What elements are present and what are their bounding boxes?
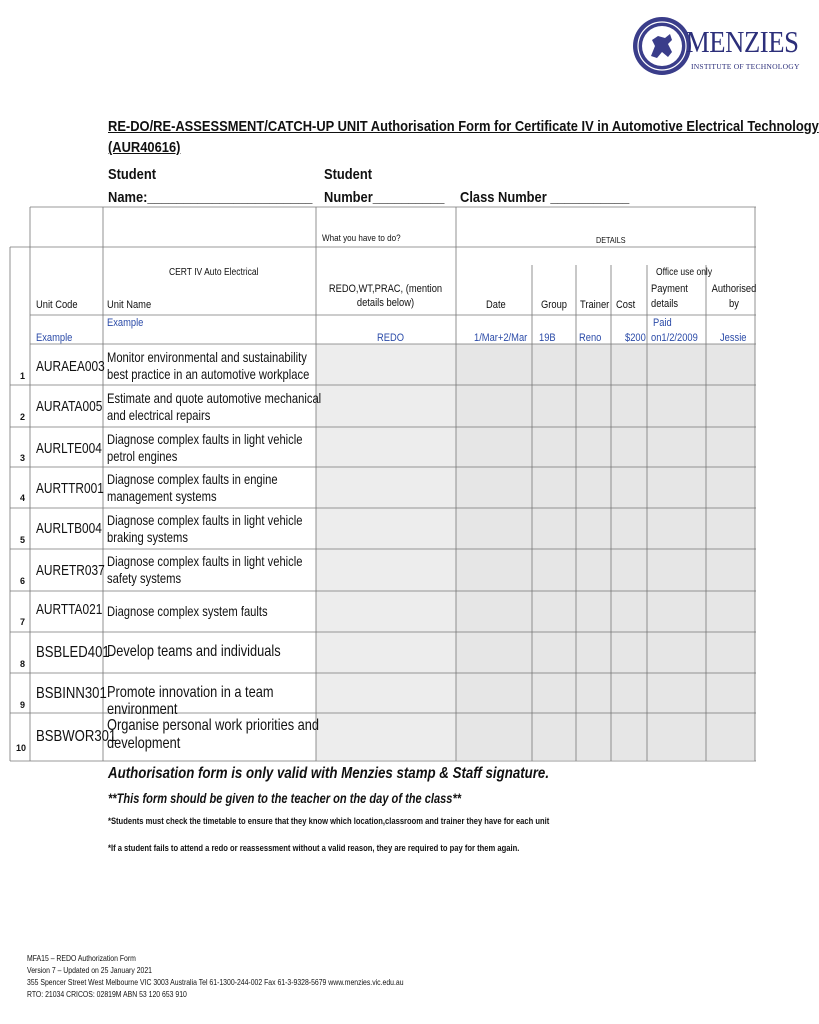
col-date: Date <box>486 299 506 311</box>
example-unit-code: Example <box>36 332 73 344</box>
class-number-field[interactable]: Class Number ___________ <box>460 189 630 206</box>
unit-code: BSBINN301 <box>36 685 107 702</box>
unit-code: BSBWOR301 <box>36 728 117 745</box>
row-number: 2 <box>20 412 26 422</box>
student-number-field[interactable]: Number__________ <box>324 189 445 206</box>
col-unit-name: Unit Name <box>107 299 152 311</box>
shaded-cells <box>316 344 755 760</box>
unit-code: BSBLED401 <box>36 644 110 661</box>
col-unit-code: Unit Code <box>36 299 78 311</box>
given-note: **This form should be given to the teacher on the day of the class** <box>108 791 462 806</box>
row-number: 1 <box>20 371 26 381</box>
unit-code: AURTTR001 <box>36 481 104 497</box>
example-trainer: Reno <box>579 332 602 344</box>
example-date: 1/Mar+2/Mar <box>474 332 528 344</box>
col-trainer: Trainer <box>580 299 610 311</box>
row-number: 7 <box>20 617 26 627</box>
logo-name: MENZIES <box>686 24 799 59</box>
unit-code: AURETR037 <box>36 563 105 579</box>
row-number: 10 <box>16 743 27 753</box>
office-use-header: Office use only <box>656 267 713 278</box>
unit-name: Diagnose complex faults in light vehicle braking systems <box>107 512 303 545</box>
example-authorised-by: Jessie <box>720 332 747 344</box>
form-title-line1: RE-DO/RE-ASSESSMENT/CATCH-UP UNIT Authorisation Form for Certificate IV in Automotive Electrical Technology <box>108 118 819 135</box>
footer <box>27 952 498 1000</box>
student-label: Student <box>108 166 157 183</box>
unit-name: Monitor environmental and sustainability best practice in an automotive workplace <box>107 349 310 382</box>
example-unit-name: Example <box>107 317 144 329</box>
cert-title: CERT IV Auto Electrical <box>169 267 259 278</box>
unit-name: Diagnose complex system faults <box>107 603 268 619</box>
unit-code: AURTTA021 <box>36 602 103 618</box>
unit-code: AURLTE004 <box>36 441 102 457</box>
row-number: 3 <box>20 453 26 463</box>
footer-form-id: MFA15 – REDO Authorization Form <box>27 953 136 963</box>
col-authorised-by: Authorised by <box>711 283 757 310</box>
footer-registration: RTO: 21034 CRICOS: 02819M ABN 53 120 653 910 <box>27 989 187 999</box>
student-name-field[interactable]: Name:_______________________ <box>108 189 313 206</box>
unit-name: Diagnose complex faults in light vehicle petrol engines <box>107 431 303 464</box>
example-cost: $200 <box>625 332 646 344</box>
col-payment-details: Payment details <box>651 283 688 310</box>
unit-name: Diagnose complex faults in light vehicle safety systems <box>107 553 303 586</box>
unit-name: Develop teams and individuals <box>107 643 281 660</box>
example-redo: REDO <box>377 332 405 344</box>
row-number: 4 <box>20 493 26 503</box>
footer-address: 355 Spencer Street West Melbourne VIC 3003 Australia Tel 61-1300-244-002 Fax 61-3-9328-5679 www.menzies.vic.edu.au <box>27 977 404 987</box>
row-number: 6 <box>20 576 26 586</box>
unit-code: AURAEA003 <box>36 359 105 375</box>
example-payment-line2: on1/2/2009 <box>651 332 698 344</box>
col-group: Group <box>541 299 567 311</box>
row-number: 8 <box>20 659 26 669</box>
unit-name: Promote innovation in a team environment <box>107 684 274 718</box>
menzies-logo <box>630 14 800 82</box>
example-group: 19B <box>539 332 556 344</box>
row-number: 9 <box>20 700 26 710</box>
unit-name: Organise personal work priorities and development <box>107 717 320 752</box>
details-header: DETAILS <box>596 235 626 245</box>
student-number-label: Student <box>324 166 373 183</box>
unit-name: Diagnose complex faults in engine management systems <box>107 471 278 504</box>
fail-note: *If a student fails to attend a redo or reassessment without a valid reason, they are required to pay for them again. <box>108 843 520 854</box>
unit-name: Estimate and quote automotive mechanical and electrical repairs <box>107 390 322 423</box>
unit-code: AURATA005 <box>36 399 103 415</box>
col-redo: REDO,WT,PRAC, (mention details below) <box>328 283 443 309</box>
unit-code: AURLTB004 <box>36 521 102 537</box>
example-payment-line1: Paid <box>653 317 672 329</box>
validity-note: Authorisation form is only valid with Menzies stamp & Staff signature. <box>108 765 550 782</box>
timetable-note: *Students must check the timetable to ensure that they know which location,classroom and trainer they have for each unit <box>108 816 550 827</box>
what-you-have-to-do-header: What you have to do? <box>322 233 401 244</box>
form-title-line2: (AUR40616) <box>108 139 181 156</box>
row-number: 5 <box>20 535 26 545</box>
logo-subtitle: INSTITUTE OF TECHNOLOGY <box>691 62 800 71</box>
institute-seal-icon <box>632 16 692 76</box>
col-cost: Cost <box>616 299 636 311</box>
footer-version: Version 7 – Updated on 25 January 2021 <box>27 965 152 975</box>
